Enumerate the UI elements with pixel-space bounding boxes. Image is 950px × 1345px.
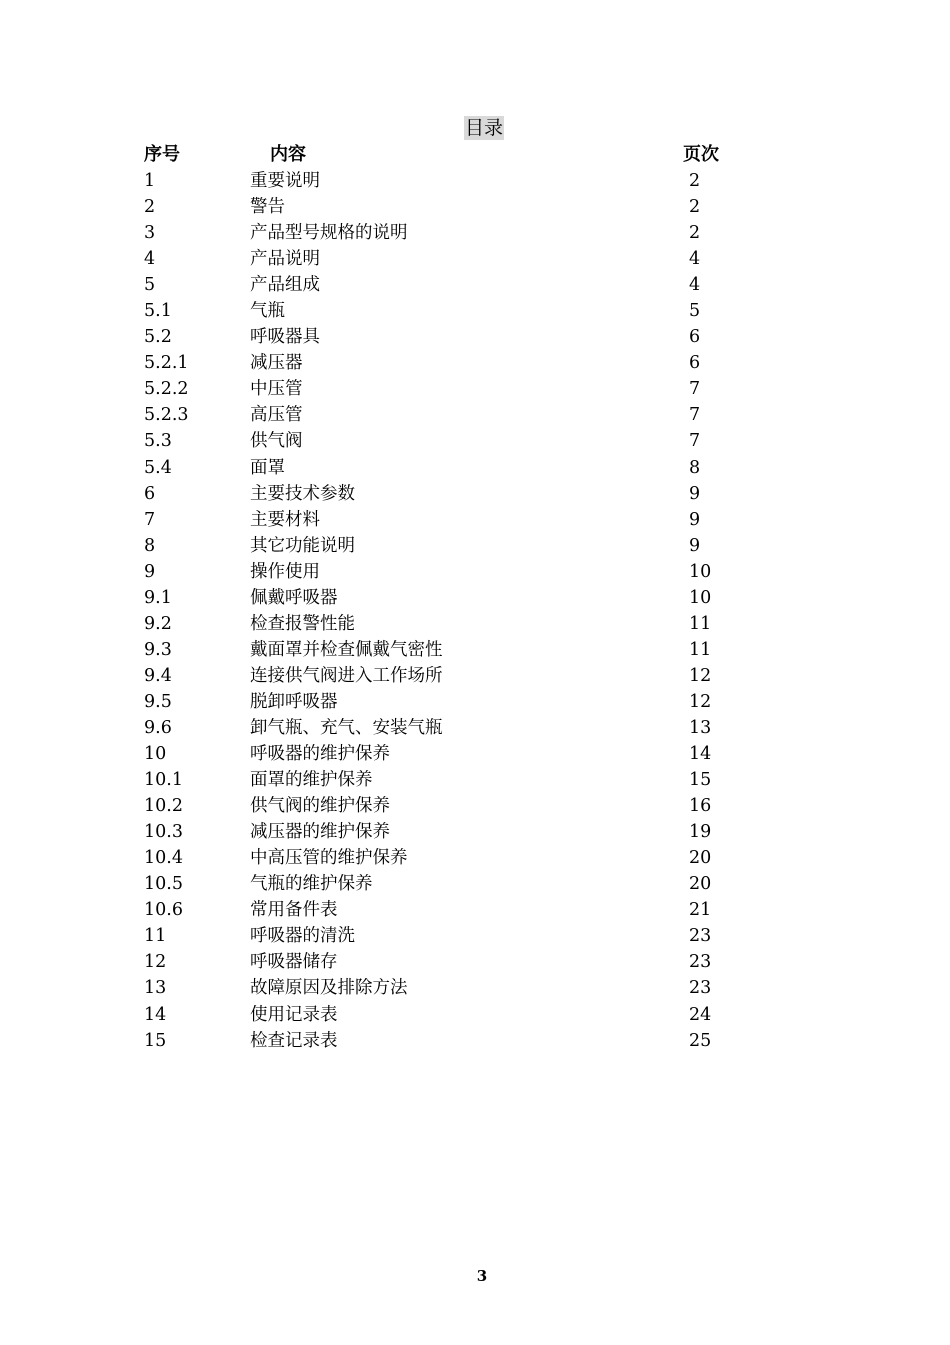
toc-entry <box>0 975 950 1001</box>
entry-page: 24 <box>689 1004 712 1025</box>
entry-number: 9.1 <box>144 587 172 608</box>
entry-page: 6 <box>689 327 701 348</box>
entry-title: 操作使用 <box>250 561 320 582</box>
entry-title: 呼吸器储存 <box>250 952 338 973</box>
entry-page: 23 <box>689 952 712 973</box>
entry-number: 13 <box>144 978 167 999</box>
entry-page: 7 <box>689 379 701 400</box>
toc-entry <box>0 455 950 481</box>
entry-number: 5.2.1 <box>144 353 189 374</box>
toc-entry <box>0 585 950 611</box>
entry-page: 6 <box>689 353 701 374</box>
entry-number: 11 <box>144 926 167 947</box>
entry-number: 15 <box>144 1030 167 1051</box>
entry-title: 供气阀 <box>250 431 303 452</box>
toc-entry <box>0 897 950 923</box>
entry-title: 面罩 <box>250 457 285 478</box>
toc-entry <box>0 428 950 454</box>
entry-page: 16 <box>689 796 712 817</box>
entry-number: 5 <box>144 275 156 296</box>
entry-number: 9 <box>144 561 156 582</box>
entry-page: 12 <box>689 691 712 712</box>
entry-number: 10.5 <box>144 874 183 895</box>
toc-list <box>0 168 950 1054</box>
entry-title: 连接供气阀进入工作场所 <box>250 665 443 686</box>
entry-page: 11 <box>689 639 712 660</box>
entry-page: 11 <box>689 613 712 634</box>
entry-page: 7 <box>689 405 701 426</box>
header-page: 页次 <box>683 144 719 165</box>
toc-entry <box>0 376 950 402</box>
toc-entry <box>0 611 950 637</box>
entry-page: 14 <box>689 744 712 765</box>
entry-title: 气瓶 <box>250 301 285 322</box>
toc-entry <box>0 298 950 324</box>
toc-entry <box>0 767 950 793</box>
toc-entry <box>0 246 950 272</box>
entry-title: 佩戴呼吸器 <box>250 587 338 608</box>
entry-number: 14 <box>144 1004 167 1025</box>
entry-page: 7 <box>689 431 701 452</box>
toc-entry <box>0 220 950 246</box>
entry-page: 20 <box>689 874 712 895</box>
entry-page: 4 <box>689 249 701 270</box>
toc-entry <box>0 194 950 220</box>
entry-number: 5.2.3 <box>144 405 189 426</box>
entry-page: 2 <box>689 223 701 244</box>
entry-title: 高压管 <box>250 405 303 426</box>
entry-title: 警告 <box>250 197 285 218</box>
entry-page: 9 <box>689 535 701 556</box>
entry-page: 19 <box>689 822 712 843</box>
entry-title: 检查记录表 <box>250 1030 338 1051</box>
entry-page: 8 <box>689 457 701 478</box>
toc-entry <box>0 689 950 715</box>
toc-entry <box>0 402 950 428</box>
entry-title: 产品型号规格的说明 <box>250 223 408 244</box>
entry-title: 产品组成 <box>250 275 320 296</box>
entry-title: 呼吸器具 <box>250 327 320 348</box>
entry-title: 呼吸器的维护保养 <box>250 744 390 765</box>
entry-title: 产品说明 <box>250 249 320 270</box>
entry-page: 25 <box>689 1030 712 1051</box>
toc-entry <box>0 350 950 376</box>
entry-number: 5.3 <box>144 431 172 452</box>
toc-entry <box>0 871 950 897</box>
entry-number: 8 <box>144 535 156 556</box>
entry-number: 9.2 <box>144 613 172 634</box>
entry-title: 中压管 <box>250 379 303 400</box>
entry-number: 9.5 <box>144 691 172 712</box>
entry-number: 9.6 <box>144 717 172 738</box>
entry-title: 呼吸器的清洗 <box>250 926 355 947</box>
toc-entry <box>0 845 950 871</box>
entry-title: 其它功能说明 <box>250 535 355 556</box>
entry-number: 10.2 <box>144 796 183 817</box>
entry-number: 10.4 <box>144 848 183 869</box>
entry-page: 23 <box>689 926 712 947</box>
header-number: 序号 <box>144 144 180 165</box>
toc-entry <box>0 819 950 845</box>
entry-title: 重要说明 <box>250 171 320 191</box>
entry-number: 9.3 <box>144 639 172 660</box>
entry-number: 3 <box>144 223 156 244</box>
entry-page: 9 <box>689 509 701 530</box>
toc-entry <box>0 741 950 767</box>
entry-number: 1 <box>144 171 156 191</box>
entry-number: 5.2 <box>144 327 172 348</box>
toc-title: 目录 <box>464 117 503 139</box>
entry-page: 13 <box>689 717 712 738</box>
header-content: 内容 <box>270 144 306 165</box>
entry-title: 减压器的维护保养 <box>250 822 390 843</box>
entry-page: 10 <box>689 587 712 608</box>
entry-page: 23 <box>689 978 712 999</box>
entry-page: 5 <box>689 301 701 322</box>
entry-number: 5.2.2 <box>144 379 189 400</box>
entry-number: 10.6 <box>144 900 183 921</box>
entry-page: 21 <box>689 900 712 921</box>
entry-title: 检查报警性能 <box>250 613 355 634</box>
entry-number: 10.1 <box>144 770 183 791</box>
toc-header <box>0 142 950 168</box>
entry-page: 12 <box>689 665 712 686</box>
toc-entry <box>0 715 950 741</box>
entry-page: 2 <box>689 171 701 191</box>
entry-title: 常用备件表 <box>250 900 338 921</box>
toc-entry <box>0 559 950 585</box>
entry-title: 卸气瓶、充气、安装气瓶 <box>250 717 443 738</box>
toc-entry <box>0 324 950 350</box>
entry-number: 10.3 <box>144 822 183 843</box>
page-number: 3 <box>476 1267 488 1285</box>
entry-number: 6 <box>144 483 156 504</box>
toc-entry <box>0 507 950 533</box>
entry-page: 20 <box>689 848 712 869</box>
entry-title: 使用记录表 <box>250 1004 338 1025</box>
toc-entry <box>0 1028 950 1054</box>
toc-entry <box>0 923 950 949</box>
toc-entry <box>0 272 950 298</box>
entry-title: 中高压管的维护保养 <box>250 848 408 869</box>
entry-title: 戴面罩并检查佩戴气密性 <box>250 639 443 660</box>
toc-entry <box>0 533 950 559</box>
toc-entry <box>0 481 950 507</box>
entry-number: 5.1 <box>144 301 172 322</box>
entry-number: 12 <box>144 952 167 973</box>
entry-title: 气瓶的维护保养 <box>250 874 373 895</box>
entry-title: 主要技术参数 <box>250 483 355 504</box>
toc-entry <box>0 793 950 819</box>
entry-page: 10 <box>689 561 712 582</box>
toc-entry <box>0 663 950 689</box>
entry-number: 9.4 <box>144 665 172 686</box>
entry-number: 4 <box>144 249 156 270</box>
entry-title: 供气阀的维护保养 <box>250 796 390 817</box>
toc-entry <box>0 1002 950 1028</box>
entry-number: 2 <box>144 197 156 218</box>
entry-number: 10 <box>144 744 167 765</box>
entry-title: 面罩的维护保养 <box>250 770 373 791</box>
entry-page: 9 <box>689 483 701 504</box>
entry-title: 主要材料 <box>250 509 320 530</box>
entry-page: 4 <box>689 275 701 296</box>
entry-title: 脱卸呼吸器 <box>250 691 338 712</box>
toc-entry <box>0 168 950 194</box>
toc-entry <box>0 637 950 663</box>
toc-entry <box>0 949 950 975</box>
entry-page: 15 <box>689 770 712 791</box>
entry-number: 5.4 <box>144 457 172 478</box>
entry-number: 7 <box>144 509 156 530</box>
entry-title: 故障原因及排除方法 <box>250 978 408 999</box>
entry-page: 2 <box>689 197 701 218</box>
entry-title: 减压器 <box>250 353 303 374</box>
